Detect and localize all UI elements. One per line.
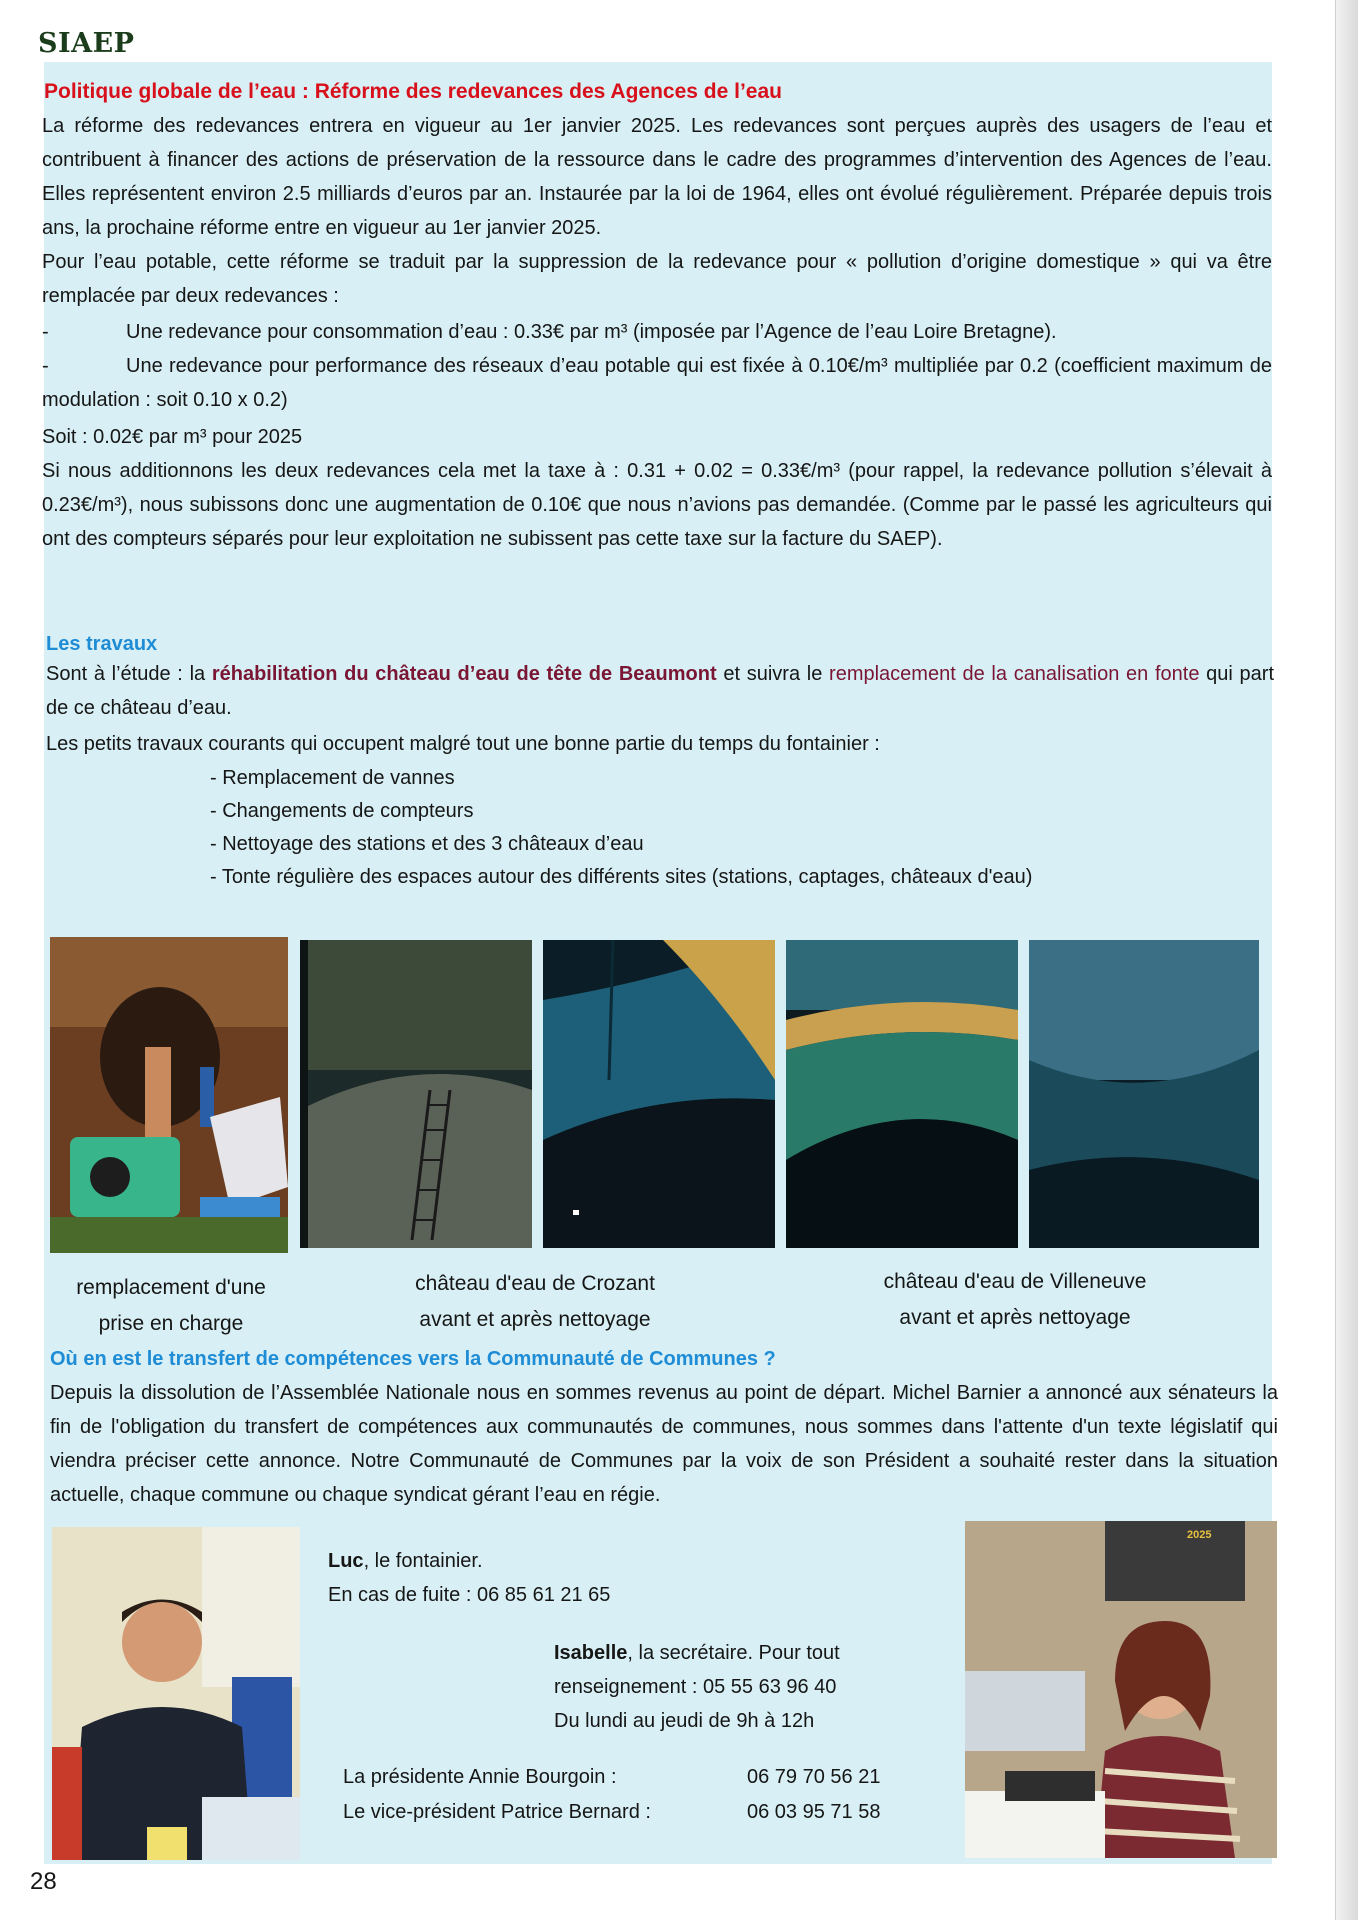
page-number: 28 xyxy=(30,1868,57,1895)
paragraph-reforme-intro: La réforme des redevances entrera en vigueur au 1er janvier 2025. Les redevances sont perçues auprès des usagers de l’eau et contribuent à financer des actions de préservation de la ressource dans le cadre des programmes d’intervention des Agences de l’eau. Elles représentent environ 2.5 milliards d’euros par an. Instaurée par la loi de 1964, elles ont évolué régulièrement. Préparée depuis trois ans, la prochaine réforme entre en vigueur au 1er janvier 2025. xyxy=(42,115,1272,239)
etude-canalisation: remplacement de la canalisation en fonte xyxy=(829,663,1200,685)
soit-line: Soit : 0.02€ par m³ pour 2025 xyxy=(42,426,303,448)
photo-luc xyxy=(52,1527,300,1860)
isabelle-phone: renseignement : 05 55 63 96 40 xyxy=(554,1676,837,1698)
photo-villeneuve-apres xyxy=(1029,940,1259,1248)
isabelle-role: , la secrétaire. Pour tout xyxy=(627,1642,840,1664)
caption-line: remplacement d'une xyxy=(76,1276,266,1299)
etude-suffix: qui part de ce château d’eau. xyxy=(46,663,1275,719)
caption-line: château d'eau de Villeneuve xyxy=(883,1270,1147,1293)
photo-crozant-apres xyxy=(543,940,775,1248)
contact-luc xyxy=(328,1544,483,1578)
etude-mid: et suivra le xyxy=(716,663,830,685)
paragraph-petits-travaux: Les petits travaux courants qui occupent malgré tout une bonne partie du temps du fontainier : xyxy=(46,733,880,755)
isabelle-hours: Du lundi au jeudi de 9h à 12h xyxy=(554,1710,815,1732)
calendar-year: 2025 xyxy=(1187,1529,1212,1541)
paragraph-addition: Si nous additionnons les deux redevances cela met la taxe à : 0.31 + 0.02 = 0.33€/m³ (pour rappel, la redevance pollution s’élevait à 0.23€/m³), nous subissons donc une augmentation de 0.10€ que nous n’avions pas demandée. (Comme par le passé les agriculteurs qui ont des compteurs séparés pour leur exploitation ne subissent pas cette taxe sur la facture du SAEP). xyxy=(42,460,1272,550)
travaux-list xyxy=(210,762,1032,894)
luc-phone: En cas de fuite : 06 85 61 21 65 xyxy=(328,1584,611,1606)
paragraph-eau-potable: Pour l’eau potable, cette réforme se traduit par la suppression de la redevance pour « pollution d’origine domestique » qui va être remplacée par deux redevances : xyxy=(42,251,1272,307)
caption-crozant xyxy=(360,1266,710,1338)
caption-line: avant et après nettoyage xyxy=(899,1306,1131,1329)
luc-name: Luc xyxy=(328,1550,364,1572)
list-item: - Nettoyage des stations et des 3 châteaux d’eau xyxy=(210,833,644,855)
caption-prise-en-charge xyxy=(50,1270,292,1342)
caption-line: château d'eau de Crozant xyxy=(415,1272,655,1295)
bullet-dash: - xyxy=(42,321,49,343)
caption-line: prise en charge xyxy=(98,1312,244,1335)
bullet-performance: Une redevance pour performance des réseaux d’eau potable qui est fixée à 0.10€/m³ multipliée par 0.2 (coefficient maximum de modulation : soit 0.10 x 0.2) xyxy=(42,355,1272,411)
luc-role: , le fontainier. xyxy=(363,1550,483,1572)
bullet-dash: - xyxy=(42,355,49,377)
vp-phone: 06 03 95 71 58 xyxy=(747,1801,881,1823)
photo-villeneuve-avant xyxy=(786,940,1018,1248)
list-item: - Remplacement de vannes xyxy=(210,767,455,789)
section-title-transfert: Où en est le transfert de compétences vers la Communauté de Communes ? xyxy=(50,1348,776,1370)
etude-rehabilitation: réhabilitation du château d’eau de tête de Beaumont xyxy=(211,663,717,685)
photo-crozant-avant xyxy=(300,940,532,1248)
section-title-reforme: Politique globale de l’eau : Réforme des redevances des Agences de l’eau xyxy=(44,80,782,103)
vp-label: Le vice-président Patrice Bernard : xyxy=(343,1801,651,1823)
section-title-travaux: Les travaux xyxy=(46,633,158,655)
paragraph-travaux-etude xyxy=(46,657,1274,725)
brand-title: SIAEP xyxy=(38,28,135,59)
photo-isabelle xyxy=(965,1521,1277,1858)
caption-villeneuve xyxy=(840,1264,1190,1336)
etude-prefix: Sont à l’étude : la xyxy=(46,663,212,685)
caption-line: avant et après nettoyage xyxy=(419,1308,651,1331)
paragraph-transfert: Depuis la dissolution de l’Assemblée Nationale nous en sommes revenus au point de départ. Michel Barnier a annoncé aux sénateurs la fin de l'obligation du transfert de compétences aux communautés de communes, nous sommes dans l'attente d'un texte législatif qui viendra préciser cette annonce. Notre Communauté de Communes par la voix de son Président a souhaité rester dans la situation actuelle, chaque commune ou chaque syndicat gérant l’eau en régie. xyxy=(50,1382,1278,1506)
contact-isabelle xyxy=(554,1636,840,1670)
isabelle-name: Isabelle xyxy=(554,1642,628,1664)
bullet-consommation: Une redevance pour consommation d’eau : 0.33€ par m³ (imposée par l’Agence de l’eau Loire Bretagne). xyxy=(126,321,1057,343)
list-item: - Tonte régulière des espaces autour des différents sites (stations, captages, châteaux d'eau) xyxy=(210,866,1033,888)
page-edge xyxy=(1335,0,1358,1920)
president-label: La présidente Annie Bourgoin : xyxy=(343,1766,617,1788)
photo-prise-en-charge xyxy=(50,937,288,1253)
president-phone: 06 79 70 56 21 xyxy=(747,1766,881,1788)
list-item: - Changements de compteurs xyxy=(210,800,474,822)
